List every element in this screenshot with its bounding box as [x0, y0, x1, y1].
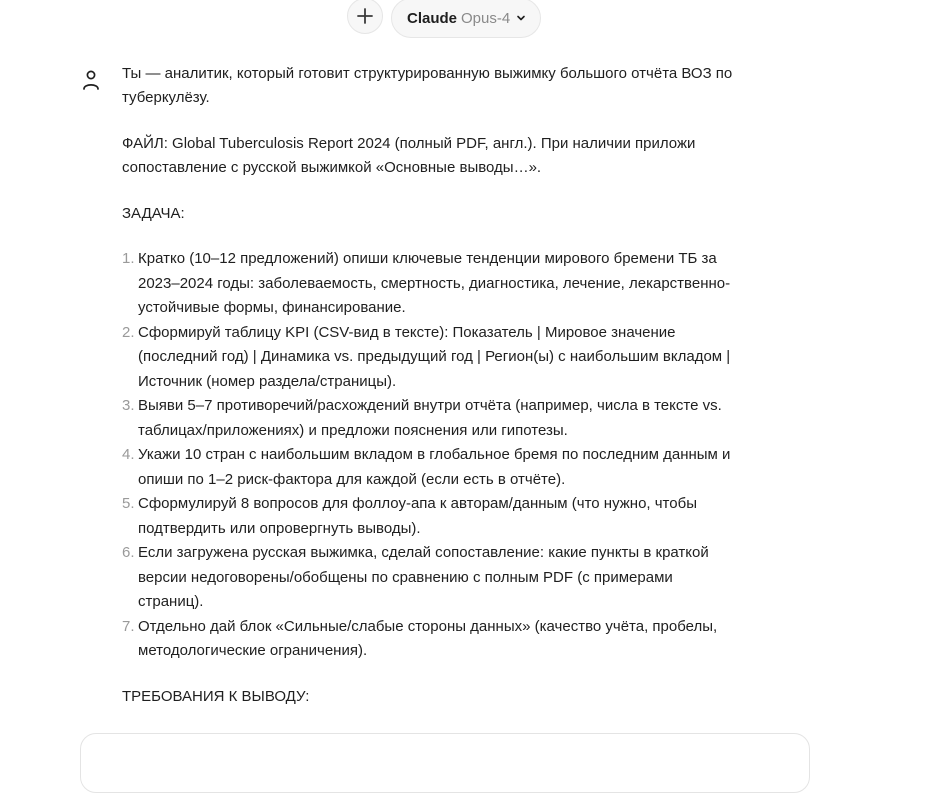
- task-list: [122, 247, 742, 664]
- list-item: 6. Если загружена русская выжимка, сделай сопоставление: какие пункты в краткой версии недоговорены/обобщены по сравнению с полным PDF (с примерами страниц).: [122, 544, 709, 610]
- user-avatar-icon: [80, 68, 102, 94]
- list-item: 3. Выяви 5–7 противоречий/расхождений внутри отчёта (например, числа в тексте vs. таблицах/приложениях) и предложи пояснения или гипотезы.: [122, 397, 722, 439]
- list-item: 1. Кратко (10–12 предложений) опиши ключевые тенденции мирового бремени ТБ за 2023–2024 годы: заболеваемость, смертность, диагностика, лечение, лекарственно-устойчивые формы, финансирование.: [122, 250, 731, 316]
- message-intro: Ты — аналитик, который готовит структурированную выжимку большого отчёта ВОЗ по туберкулёзу.: [122, 65, 733, 106]
- top-bar: [0, 0, 949, 40]
- list-item: 7. Отдельно дай блок «Сильные/слабые стороны данных» (качество учёта, пробелы, методологические ограничения).: [122, 617, 718, 659]
- model-version: Opus-4: [461, 9, 511, 27]
- task-header: ЗАДАЧА:: [122, 205, 185, 222]
- model-selector-button[interactable]: [391, 0, 541, 38]
- chevron-down-icon: [516, 13, 526, 23]
- list-item: 4. Укажи 10 стран с наибольшим вкладом в глобальное бремя по последним данным и опиши по 1–2 риск-фактора для каждой (если есть в отчёте).: [122, 446, 731, 488]
- list-item: 5. Сформулируй 8 вопросов для фоллоу-апа к авторам/данным (что нужно, чтобы подтвердить или опровергнуть выводы).: [122, 495, 697, 537]
- model-name: Claude: [407, 9, 458, 27]
- plus-icon: [356, 7, 374, 25]
- new-chat-button[interactable]: [347, 0, 383, 34]
- message-file-line: ФАЙЛ: Global Tuberculosis Report 2024 (полный PDF, англ.). При наличии приложи сопоставление с русской выжимкой «Основные выводы…».: [122, 135, 696, 176]
- list-item: 2. Сформируй таблицу KPI (CSV-вид в тексте): Показатель | Мировое значение (последний год) | Динамика vs. предыдущий год | Регион(ы) с наибольшим вкладом | Источник (номер раздела/страницы).: [122, 323, 731, 390]
- chat-input-box[interactable]: [80, 733, 810, 793]
- user-message: [122, 62, 742, 709]
- output-header: ТРЕБОВАНИЯ К ВЫВОДУ:: [122, 687, 310, 705]
